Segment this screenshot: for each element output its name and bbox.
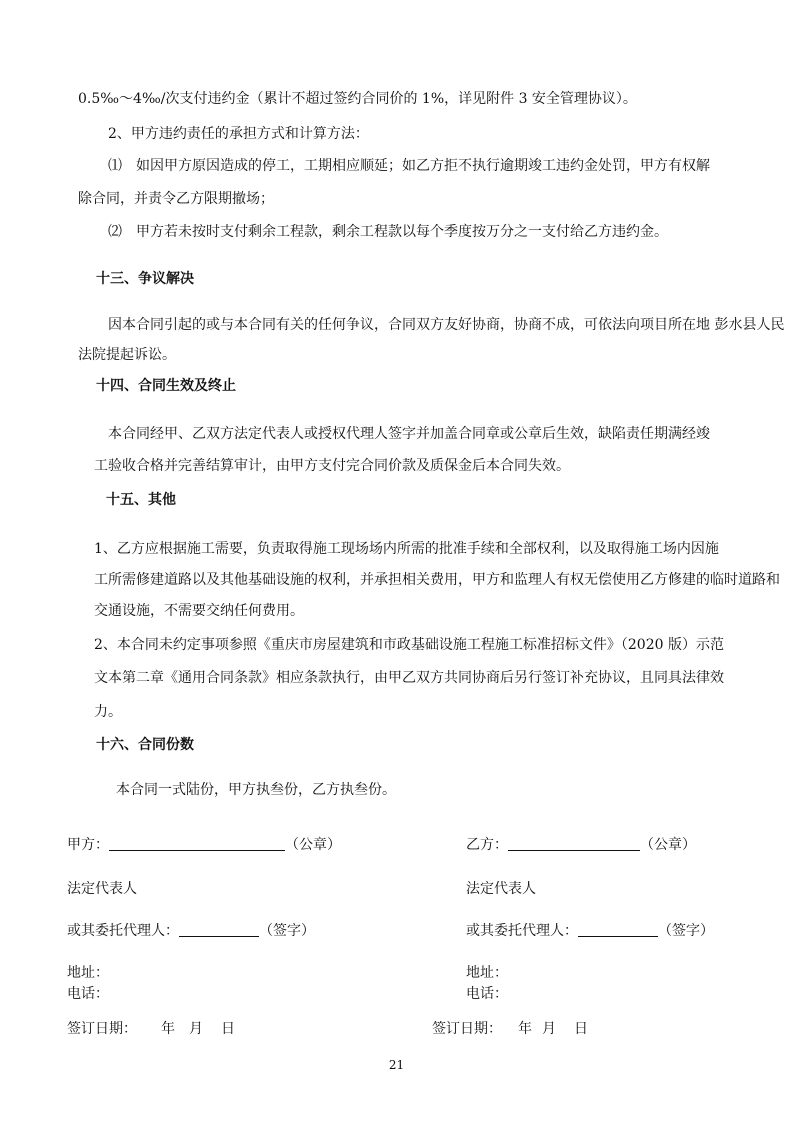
party-b-address: 地址： — [466, 965, 508, 981]
paragraph-line: 除合同，并责令乙方限期撤场； — [78, 191, 274, 207]
party-a-line — [67, 836, 341, 854]
party-a-year: 年 — [161, 1021, 175, 1037]
party-b-year: 年 — [518, 1021, 532, 1037]
paragraph-line: 因本合同引起的或与本合同有关的任何争议，合同双方友好协商，协商不成，可依法向项目所在地 彭水县人民 — [108, 317, 785, 333]
section-heading: 十三、争议解决 — [96, 271, 194, 287]
party-a-agent-line — [67, 922, 315, 940]
party-a-agent-blank — [179, 922, 259, 937]
section-heading: 十四、合同生效及终止 — [96, 378, 236, 394]
paragraph-line: 2、本合同未约定事项参照《重庆市房屋建筑和市政基础设施工程施工标准招标文件》（2020 版）示范 — [94, 637, 724, 653]
paragraph-line: 法院提起诉讼。 — [78, 347, 176, 363]
paragraph-line: 1、乙方应根据施工需要，负责取得施工现场场内所需的批准手续和全部权利，以及取得施工场内因施 — [94, 541, 719, 557]
party-b-month: 月 — [542, 1021, 556, 1037]
paragraph-line: ⑴ 如因甲方原因造成的停工，工期相应顺延；如乙方拒不执行逾期竣工违约金处罚，甲方有权解 — [108, 158, 710, 174]
party-b-legal-rep: 法定代表人 — [466, 881, 536, 897]
party-a-date-label: 签订日期： — [67, 1021, 137, 1037]
party-a-date-line — [67, 1020, 235, 1038]
party-b-agent-line — [466, 922, 714, 940]
party-b-seal-note: （公章） — [640, 837, 696, 853]
party-b-day: 日 — [574, 1021, 588, 1037]
party-b-sign-note: （签字） — [658, 923, 714, 939]
party-a-day: 日 — [221, 1021, 235, 1037]
paragraph-line: 0.5‰～4‰/次支付违约金（累计不超过签约合同价的 1%，详见附件 3 安全管理协议）。 — [78, 91, 637, 107]
party-a-month: 月 — [189, 1021, 203, 1037]
party-a-seal-note: （公章） — [285, 837, 341, 853]
party-a-sign-note: （签字） — [259, 923, 315, 939]
party-b-phone: 电话： — [466, 986, 508, 1002]
party-b-agent-blank — [578, 922, 658, 937]
paragraph-line: 力。 — [94, 704, 122, 720]
party-b-label: 乙方： — [466, 837, 508, 853]
section-heading: 十六、合同份数 — [96, 737, 194, 753]
party-a-blank — [109, 836, 285, 851]
paragraph-line: ⑵ 甲方若未按时支付剩余工程款，剩余工程款以每个季度按万分之一支付给乙方违约金。 — [108, 224, 668, 240]
paragraph-line: 本合同一式陆份，甲方执叁份，乙方执叁份。 — [116, 782, 396, 798]
party-b-blank — [508, 836, 640, 851]
party-a-label: 甲方： — [67, 837, 109, 853]
party-b-line — [466, 836, 696, 854]
paragraph-line: 交通设施，不需要交纳任何费用。 — [94, 603, 304, 619]
paragraph-line: 本合同经甲、乙双方法定代表人或授权代理人签字并加盖合同章或公章后生效，缺陷责任期满经竣 — [108, 426, 710, 442]
page-number: 21 — [388, 1058, 405, 1072]
paragraph-line: 文本第二章《通用合同条款》相应条款执行，由甲乙双方共同协商后另行签订补充协议，且同具法律效 — [94, 670, 724, 686]
party-a-agent-label: 或其委托代理人： — [67, 923, 179, 939]
party-a-phone: 电话： — [67, 986, 109, 1002]
party-b-date-line — [432, 1020, 588, 1038]
paragraph-line: 2、甲方违约责任的承担方式和计算方法： — [108, 126, 369, 142]
party-b-agent-label: 或其委托代理人： — [466, 923, 578, 939]
paragraph-line: 工验收合格并完善结算审计，由甲方支付完合同价款及质保金后本合同失效。 — [94, 458, 570, 474]
party-a-legal-rep: 法定代表人 — [67, 881, 137, 897]
paragraph-line: 工所需修建道路以及其他基础设施的权利，并承担相关费用，甲方和监理人有权无偿使用乙方修建的临时道路和 — [94, 572, 780, 588]
party-b-date-label: 签订日期： — [432, 1021, 502, 1037]
party-a-address: 地址： — [67, 965, 109, 981]
section-heading: 十五、其他 — [106, 492, 176, 508]
